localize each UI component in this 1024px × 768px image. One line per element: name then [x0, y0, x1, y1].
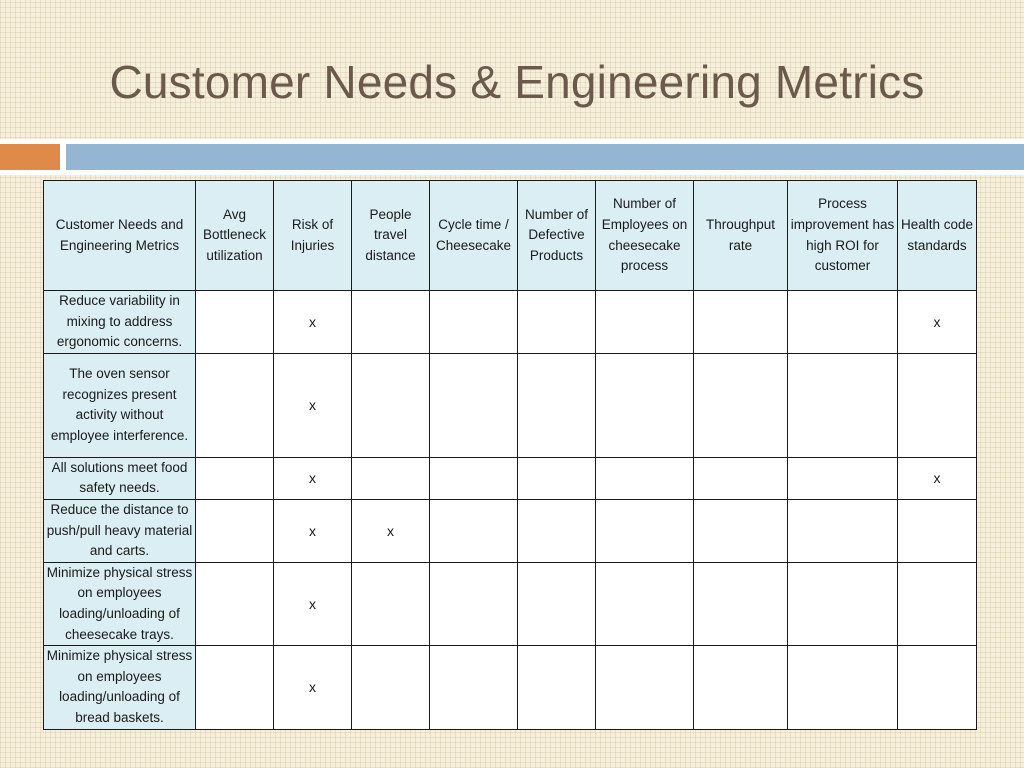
empty-cell	[694, 562, 788, 645]
empty-cell	[694, 499, 788, 562]
header-cycle-time: Cycle time / Cheesecake	[430, 181, 518, 291]
slide-title: Customer Needs & Engineering Metrics	[109, 56, 925, 108]
empty-cell	[352, 291, 430, 354]
header-employees-on-process: Number of Employees on cheesecake process	[596, 181, 694, 291]
empty-cell	[196, 457, 274, 499]
empty-cell	[196, 646, 274, 729]
customer-need-cell: Minimize physical stress on employees loading/unloading of cheesecake trays.	[44, 562, 196, 645]
empty-cell	[596, 646, 694, 729]
header-people-travel-distance: People travel distance	[352, 181, 430, 291]
customer-need-cell: The oven sensor recognizes present activity without employee interference.	[44, 353, 196, 457]
empty-cell	[352, 353, 430, 457]
empty-cell	[596, 291, 694, 354]
relationship-mark-cell: x	[274, 291, 352, 354]
empty-cell	[898, 353, 977, 457]
empty-cell	[196, 291, 274, 354]
empty-cell	[596, 457, 694, 499]
customer-need-cell: Reduce variability in mixing to address ergonomic concerns.	[44, 291, 196, 354]
metrics-table-container	[43, 180, 976, 725]
customer-need-cell: All solutions meet food safety needs.	[44, 457, 196, 499]
empty-cell	[898, 499, 977, 562]
table-row	[44, 562, 977, 645]
empty-cell	[596, 562, 694, 645]
relationship-mark-cell: x	[898, 291, 977, 354]
empty-cell	[196, 499, 274, 562]
header-risk-of-injuries: Risk of Injuries	[274, 181, 352, 291]
empty-cell	[898, 646, 977, 729]
header-defective-products: Number of Defective Products	[518, 181, 596, 291]
empty-cell	[352, 562, 430, 645]
empty-cell	[430, 646, 518, 729]
table-body	[44, 291, 977, 730]
empty-cell	[518, 457, 596, 499]
empty-cell	[788, 499, 898, 562]
relationship-mark-cell: x	[898, 457, 977, 499]
empty-cell	[788, 291, 898, 354]
needs-metrics-matrix	[43, 180, 977, 730]
empty-cell	[430, 499, 518, 562]
empty-cell	[518, 646, 596, 729]
empty-cell	[196, 562, 274, 645]
empty-cell	[788, 562, 898, 645]
header-customer-needs: Customer Needs and Engineering Metrics	[44, 181, 196, 291]
relationship-mark-cell: x	[274, 499, 352, 562]
table-row	[44, 646, 977, 729]
customer-need-cell: Minimize physical stress on employees loading/unloading of bread baskets.	[44, 646, 196, 729]
table-row	[44, 353, 977, 457]
empty-cell	[430, 562, 518, 645]
empty-cell	[430, 457, 518, 499]
empty-cell	[518, 562, 596, 645]
empty-cell	[518, 291, 596, 354]
empty-cell	[596, 353, 694, 457]
empty-cell	[518, 499, 596, 562]
empty-cell	[518, 353, 596, 457]
empty-cell	[596, 499, 694, 562]
empty-cell	[694, 353, 788, 457]
empty-cell	[788, 457, 898, 499]
table-row	[44, 291, 977, 354]
empty-cell	[430, 353, 518, 457]
customer-need-cell: Reduce the distance to push/pull heavy material and carts.	[44, 499, 196, 562]
empty-cell	[352, 457, 430, 499]
accent-bar-orange	[0, 144, 60, 170]
empty-cell	[788, 646, 898, 729]
relationship-mark-cell: x	[352, 499, 430, 562]
empty-cell	[694, 291, 788, 354]
empty-cell	[430, 291, 518, 354]
empty-cell	[352, 646, 430, 729]
empty-cell	[898, 562, 977, 645]
relationship-mark-cell: x	[274, 646, 352, 729]
table-row	[44, 499, 977, 562]
accent-bar-blue	[66, 144, 1024, 170]
empty-cell	[694, 457, 788, 499]
empty-cell	[694, 646, 788, 729]
header-process-improvement-roi: Process improvement has high ROI for customer	[788, 181, 898, 291]
header-throughput-rate: Throughput rate	[694, 181, 788, 291]
empty-cell	[196, 353, 274, 457]
header-avg-bottleneck-utilization: Avg Bottleneck utilization	[196, 181, 274, 291]
relationship-mark-cell: x	[274, 353, 352, 457]
relationship-mark-cell: x	[274, 457, 352, 499]
relationship-mark-cell: x	[274, 562, 352, 645]
table-row	[44, 457, 977, 499]
header-health-code-standards: Health code standards	[898, 181, 977, 291]
empty-cell	[788, 353, 898, 457]
header-row	[44, 181, 977, 291]
